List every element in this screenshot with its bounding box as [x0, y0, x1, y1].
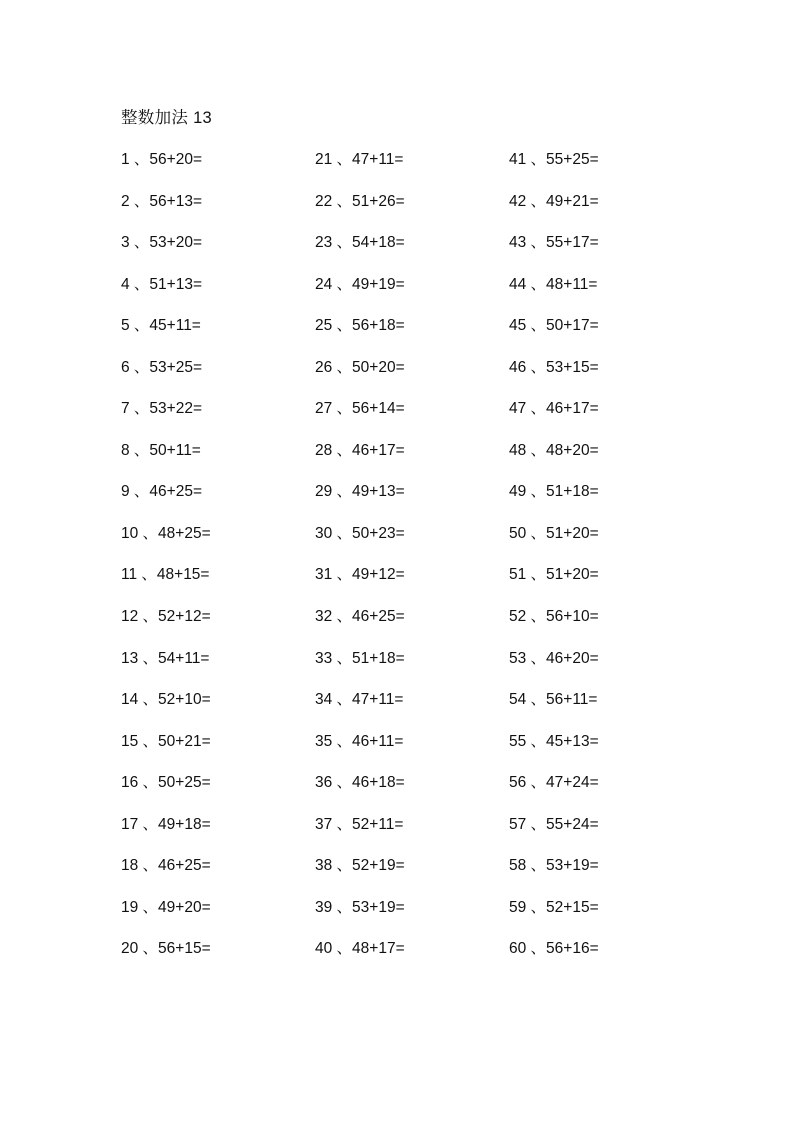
- problem-item: 12 、52+12=: [121, 608, 211, 626]
- problem-item: 9 、46+25=: [121, 483, 203, 501]
- problem-item: 1 、56+20=: [121, 151, 203, 168]
- problem-item: 7 、53+22=: [121, 400, 203, 418]
- problem-item: 28 、46+17=: [315, 441, 405, 459]
- problem-item: 18 、46+25=: [121, 857, 211, 875]
- problem-item: 6 、53+25=: [121, 358, 203, 376]
- problem-item: 17 、49+18=: [121, 815, 211, 833]
- problem-item: 27 、56+14=: [315, 400, 405, 418]
- worksheet-title: 整数加法 13: [121, 109, 213, 127]
- problem-item: 56 、47+24=: [509, 774, 599, 792]
- problem-item: 24 、49+19=: [315, 275, 405, 293]
- problem-item: 51 、51+20=: [509, 566, 599, 584]
- problem-item: 41 、55+25=: [509, 151, 599, 168]
- problem-item: 48 、48+20=: [509, 441, 599, 459]
- problem-item: 13 、54+11=: [121, 649, 210, 667]
- problem-item: 33 、51+18=: [315, 649, 405, 667]
- problem-item: 42 、49+21=: [509, 192, 599, 210]
- problem-item: 43 、55+17=: [509, 234, 599, 252]
- problem-item: 5 、45+11=: [121, 317, 201, 335]
- problem-item: 25 、56+18=: [315, 317, 405, 335]
- problem-item: 16 、50+25=: [121, 774, 211, 792]
- problem-item: 22 、51+26=: [315, 192, 405, 210]
- problem-item: 23 、54+18=: [315, 234, 405, 252]
- problem-item: 39 、53+19=: [315, 898, 405, 916]
- problem-item: 21 、47+11=: [315, 151, 404, 168]
- problem-item: 60 、56+16=: [509, 940, 599, 958]
- problem-item: 8 、50+11=: [121, 441, 201, 459]
- problem-column-1: [121, 150, 311, 981]
- problem-item: 29 、49+13=: [315, 483, 405, 501]
- problem-item: 37 、52+11=: [315, 815, 404, 833]
- problem-item: 34 、47+11=: [315, 691, 404, 709]
- problem-item: 49 、51+18=: [509, 483, 599, 501]
- problem-item: 59 、52+15=: [509, 898, 599, 916]
- problem-item: 47 、46+17=: [509, 400, 599, 418]
- problem-item: 40 、48+17=: [315, 940, 405, 958]
- problem-item: 14 、52+10=: [121, 691, 211, 709]
- problem-item: 57 、55+24=: [509, 815, 599, 833]
- problem-item: 38 、52+19=: [315, 857, 405, 875]
- problem-item: 31 、49+12=: [315, 566, 405, 584]
- problem-column-2: [315, 150, 505, 981]
- problem-item: 3 、53+20=: [121, 234, 203, 252]
- problem-item: 30 、50+23=: [315, 524, 405, 542]
- problem-item: 26 、50+20=: [315, 358, 405, 376]
- problem-item: 35 、46+11=: [315, 732, 404, 750]
- problem-item: 53 、46+20=: [509, 649, 599, 667]
- problem-item: 19 、49+20=: [121, 898, 211, 916]
- problem-item: 58 、53+19=: [509, 857, 599, 875]
- problem-item: 54 、56+11=: [509, 691, 598, 709]
- problem-item: 50 、51+20=: [509, 524, 599, 542]
- problem-item: 46 、53+15=: [509, 358, 599, 376]
- problem-item: 2 、56+13=: [121, 192, 203, 210]
- problem-item: 15 、50+21=: [121, 732, 211, 750]
- problem-item: 11 、48+15=: [121, 566, 210, 584]
- problem-item: 55 、45+13=: [509, 732, 599, 750]
- problem-item: 32 、46+25=: [315, 608, 405, 626]
- problem-item: 36 、46+18=: [315, 774, 405, 792]
- problem-item: 10 、48+25=: [121, 524, 211, 542]
- problem-column-3: [509, 150, 699, 981]
- problem-item: 45 、50+17=: [509, 317, 599, 335]
- problem-item: 4 、51+13=: [121, 275, 203, 293]
- problem-item: 44 、48+11=: [509, 275, 598, 293]
- problem-item: 52 、56+10=: [509, 608, 599, 626]
- problem-item: 20 、56+15=: [121, 940, 211, 958]
